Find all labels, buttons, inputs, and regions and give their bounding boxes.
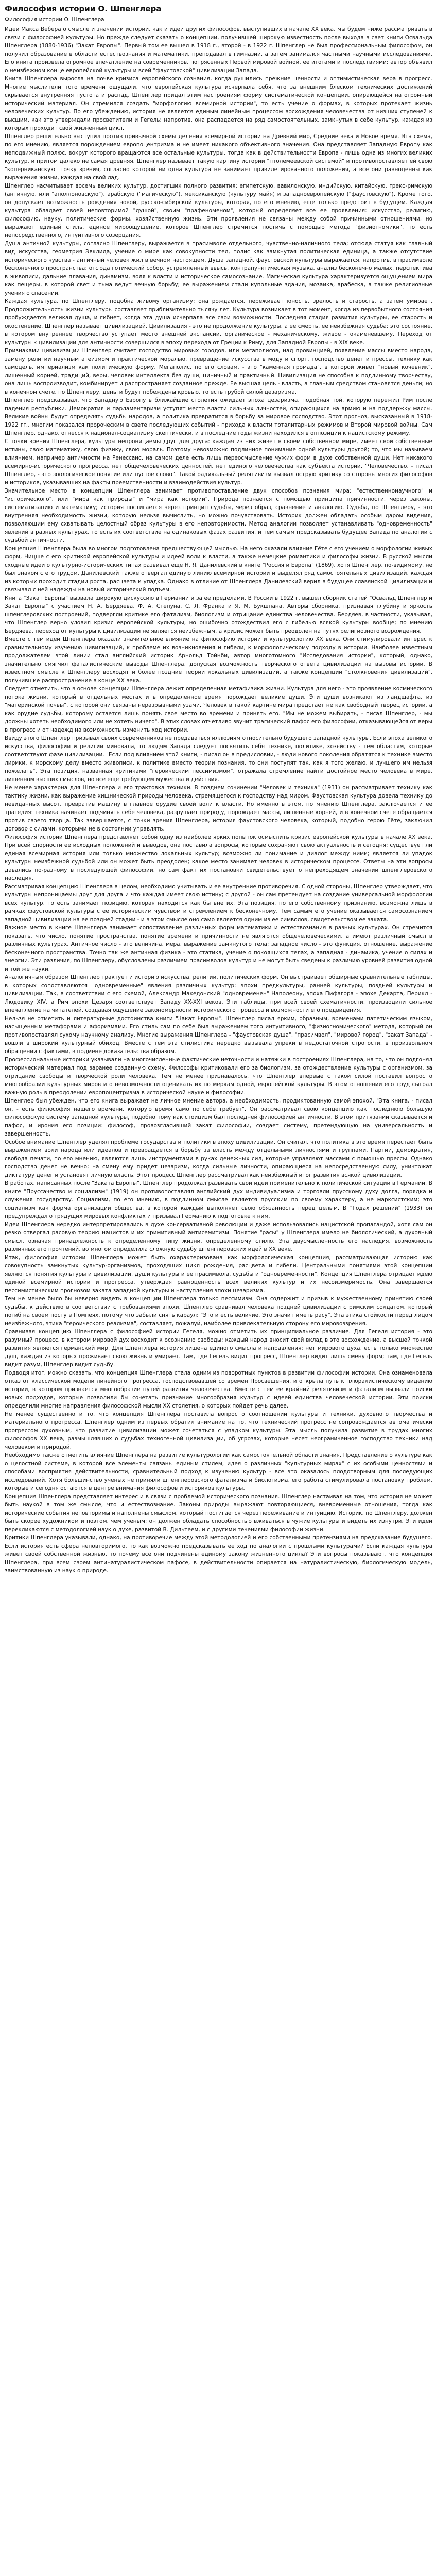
paragraph: Следует отметить, что в основе концепции Шпенглера лежит определенная метафизика жизни. Культура для него - это проявление космического потока жизни, который в отдельных местах и в определенное время порождает великие души. Эти души возникают из ландшафта, из "материнской почвы", с которой они связаны неразрывными узами. Человек в такой картине мира предстает не как свободный творец истории, а как орудие судьбы, которому остается лишь понять свое место во времени и принять его. "Мы не можем выбирать, - писал Шпенглер, - мы должны хотеть необходимого или не хотеть ничего". В этих словах отчетливо звучит трагический пафос его философии, отказывающейся от веры в прогресс и от надежд на возможность изменить ход истории.	[5, 686, 432, 733]
paragraph: Необходимо также отметить влияние Шпенглера на развитие культурологии как самостоятельной области знания. Представление о культуре как о целостной системе, в которой все элементы связаны единым стилем, идея о различных "культурных мирах" с их особыми ценностями и способами восприятия действительности, сравнительный подход к изучению культур - все это оказалось плодотворным для последующих исследований. Хотя большинство ученых не приняли шпенглеровского фатализма и биологизма, его работа стимулировала постановку проблем, которые и сегодня остаются в центре внимания философов и историков культуры.	[5, 1452, 432, 1492]
paragraph: Шпенглер предсказывал, что Западную Европу в ближайшие столетия ожидает эпоха цезаризма, подобная той, которую пережил Рим после падения республики. Демократия и парламентаризм уступят место власти сильных личностей, опирающихся на армию и на поддержку массы. Великие войны будут определять судьбы народов, а политика превратится в борьбу за мировое господство. Этот прогноз, высказанный в 1918-1922 гг., многим показался пророческим в свете последующих событий - прихода к власти тоталитарных режимов и Второй мировой войны. Сам Шпенглер, однако, отнесся к национал-социализму скептически, и в последние годы жизни находился в оппозиции к нацистскому режиму.	[5, 397, 432, 436]
paragraph: Ввиду этого Шпенглер призывал своих современников не предаваться иллюзиям относительно будущего западной культуры. Если эпоха великого искусства, философии и религии миновала, то людям Запада следует посвятить себя технике, политике, хозяйству - тем областям, которые соответствуют фазе цивилизации. "Если под влиянием этой книги, - писал он в предисловии, - люди нового поколения обратятся к технике вместо лирики, к морскому делу вместо живописи, к политике вместо теории познания, то они поступят так, как я того желаю, и лучшего им нельзя пожелать". Эта позиция, названная критиками "героическим пессимизмом", отражала стремление найти достойное место человека в мире, лишенном высших смыслов, но все еще требующем мужества и действия.	[5, 735, 432, 783]
paragraph: Шпенглер был убежден, что его книга выражает не личное мнение автора, а необходимость, продиктованную самой эпохой. "Эта книга, - писал он, - есть философия нашего времени, которую время само по себе требует". Он рассматривал свою концепцию как последнюю большую философскую систему западной культуры, подобно тому как стоицизм был последней философией античности. В этом притязании сказывается и пафос, и ирония его позиции: философ, провозгласивший закат философии, создает систему, претендующую на универсальность и завершенность.	[5, 1098, 432, 1137]
paragraph: Книга "Закат Европы" вызвала широкую дискуссию в Германии и за ее пределами. В России в 1922 г. вышел сборник статей "Освальд Шпенглер и Закат Европы" с участием Н. А. Бердяева, Ф. А. Степуна, С. Л. Франка и Я. М. Букшпана. Авторы сборника, признавая глубину и яркость шпенглеровских построений, подвергли критике его фатализм, биологизм и отрицание единства человечества. Бердяев, в частности, указывал, что Шпенглер верно уловил кризис европейской культуры, но ошибочно отождествил его с гибелью всякой культуры вообще; по мнению Бердяева, переход от культуры к цивилизации не является неизбежным, а кризис может быть преодолен на путях религиозного возрождения.	[5, 595, 432, 634]
paragraph: Концепция Шпенглера была во многом подготовлена предшествующей мыслью. На него оказали влияние Гёте с его учением о морфологии живых форм, Ницше с его критикой европейской культуры и идеей воли к власти, а также немецкие романтики и философы жизни. В русской мысли сходные идеи о культурно-исторических типах развивал еще Н. Я. Данилевский в книге "Россия и Европа" (1869), хотя Шпенглер, по-видимому, не был знаком с его трудом. Данилевский также отвергал единую линию всемирной истории и выделял ряд самостоятельных цивилизаций, каждая из которых проходит стадии роста, расцвета и упадка. Однако в отличие от Шпенглера Данилевский верил в будущее славянской цивилизации и связывал с ней надежды на новый исторический подъем.	[5, 546, 432, 593]
paragraph: Тем не менее было бы неверно видеть в концепции Шпенглера только пессимизм. Она содержит и призыв к мужественному принятию своей судьбы, к действию в соответствии с требованиями эпохи. Шпенглер сравнивал человека поздней цивилизации с римским солдатом, который погиб на своем посту в Помпеях, потому что забыли снять караул: "Это и есть величие. Это значит иметь расу". Эта этика стойкости перед лицом неизбежного, этика "героического реализма", составляет, пожалуй, наиболее привлекательную сторону его мировоззрения.	[5, 1296, 432, 1327]
paragraph: Не менее характерна для Шпенглера и его трактовка техники. В позднем сочинении "Человек и техника" (1931) он рассматривает технику как тактику жизни, как выражение хищнической природы человека, стремящегося к господству над миром. Фаустовская культура довела технику до невиданных высот, превратив машину в главное орудие своей воли к власти. Но именно в этом, по мнению Шпенглера, заключается и ее трагедия: техника начинает подчинять себе человека, разрушает природу, порождает массы, лишенные корней, и в конечном счете обращается против своего творца. Так завершается, с точки зрения Шпенглера, история фаустовского человека, который, подобно герою Гёте, заключил договор с силами, которыми не в состоянии управлять.	[5, 785, 432, 832]
paragraph: Сравнивая концепцию Шпенглера с философией истории Гегеля, можно отметить их принципиальное различие. Для Гегеля история - это разумный процесс, в котором мировой дух восходит к осознанию свободы; каждый народ вносит свой вклад в это восхождение, а высшей точкой развития является германский мир. Для Шпенглера история лишена единого смысла и направления; нет мирового духа, есть только множество душ, каждая из которых проживает свою жизнь и умирает. Там, где Гегель видит прогресс, Шпенглер видит лишь смену форм; там, где Гегель видит разум, Шпенглер видит судьбу.	[5, 1329, 432, 1368]
paragraph: Значительное место в концепции Шпенглера занимает противопоставление двух способов познания мира: "естественнонаучного" и "исторического", или "мира как природы" и "мира как истории". Природа познается с помощью принципа причинности, через законы, систематизацию и математику; история постигается через принцип судьбы, через образ, сравнение и аналогию. Судьба, по Шпенглеру, - это внутренняя необходимость жизни, которую нельзя вычислить, но можно почувствовать. Историк должен обладать особым даром видения, позволяющим ему схватывать целостный образ культуры в его неповторимости. Метод аналогии позволяет устанавливать "одновременность" явлений в разных культурах, то есть их соответствие на одинаковых фазах развития, и тем самым предсказывать будущее Запада по аналогии с судьбой античности.	[5, 488, 432, 544]
paragraph: Подводя итог, можно сказать, что концепция Шпенглера стала одним из поворотных пунктов в развитии философии истории. Она ознаменовала отказ от классической модели линейного прогресса, господствовавшей со времен Просвещения, и открыла путь к плюралистическому видению истории, в котором признается многообразие путей развития человечества. Вместе с тем ее крайний релятивизм и фатализм вызвали поиски новых подходов, которые позволили бы сочетать признание многообразия культур с идеей единства человеческой истории. Эти поиски определили многие направления философской мысли XX столетия, о которых пойдет речь далее.	[5, 1370, 432, 1409]
paragraph: Философия истории Шпенглера представляет собой одну из наиболее ярких попыток осмыслить кризис европейской культуры в начале XX века. При всей спорности ее исходных положений и выводов, она поставила вопросы, которые сохраняют свою актуальность и сегодня: существует ли единая всемирная история или только множество локальных культур; возможно ли понимание и диалог между ними; является ли упадок культуры неизбежной судьбой или он может быть преодолен; какое место занимает человек в историческом процессе. Ответы на эти вопросы давались по-разному в последующей философии, но сам факт их постановки свидетельствует о непреходящем значении шпенглеровского наследия.	[5, 834, 432, 882]
page-subtitle: Философия истории О. Шпенглера	[5, 16, 104, 23]
paragraph: С точки зрения Шпенглера, культуры непроницаемы друг для друга: каждая из них живет в своем собственном мире, имеет свои собственные истины, свою математику, свою физику, свою мораль. Поэтому невозможно подлинное понимание одной культуры другой; то, что мы называем влиянием, например античности на Ренессанс, на самом деле есть лишь переосмысление чужих форм в духе собственной души. Нет никакого всемирно-исторического прогресса, нет общечеловеческих ценностей, нет единого человечества как субъекта истории. "Человечество, - писал Шпенглер, - это зоологическое понятие или пустое слово". Такой радикальный релятивизм вызвал острую критику со стороны многих философов и историков, указывавших на факты преемственности и взаимодействия культур.	[5, 438, 432, 486]
paragraph: Критики Шпенглера указывали, однако, на противоречие между этой методологией и его собственными претензиями на предсказание будущего. Если история есть сфера неповторимого, то как возможно предсказывать ее ход по аналогии с прошлыми культурами? Если каждая культура живет своей собственной жизнью, то почему все они подчинены единому закону жизненного цикла? Эти вопросы показывают, что концепция Шпенглера, при всем своем антинатуралистическом пафосе, в действительности опирается на натуралистическую, биологическую модель, заимствованную из наук о природе.	[5, 1535, 432, 1574]
paragraph: Вместе с тем идеи Шпенглера оказали значительное влияние на философию истории и культурологию XX века. Они стимулировали интерес к сравнительному изучению цивилизаций, к проблеме их возникновения и гибели, к морфологическому подходу в истории. Наиболее известным продолжателем этой линии стал английский историк Арнольд Тойнби, автор многотомного "Исследования истории", который, однако, значительно смягчил фаталистические выводы Шпенглера, допуская возможность творческого ответа цивилизации на вызовы истории. В известном смысле к Шпенглеру восходят и более поздние теории локальных цивилизаций, а также концепции "столкновения цивилизаций", получившие распространение в конце XX века.	[5, 636, 432, 684]
paragraph: Нельзя не отметить и литературные достоинства книги "Закат Европы". Шпенглер писал ярким, образным, временами патетическим языком, насыщенным метафорами и афоризмами. Его стиль сам по себе был выражением того интуитивного, "физиогномического" метода, который он противопоставлял сухому научному анализу. Многие выражения Шпенглера - "фаустовская душа", "прасимвол", "мировой город", "закат Запада" - вошли в широкий культурный обиход. Вместе с тем эта стилистика нередко вызывала упреки в недостаточной строгости, в произвольном обращении с фактами, в подмене доказательства образом.	[5, 1015, 432, 1055]
paragraph: Книга Шпенглера выросла на почве кризиса европейского сознания, когда рушились прежние ценности и оптимистическая вера в прогресс. Многие мыслители того времени ощущали, что европейская культура исчерпала себя, что за внешним блеском технических достижений скрывается внутренняя пустота и распад. Шпенглер придал этим настроениям форму систематической концепции, опирающейся на огромный исторический материал. Он стремился создать "морфологию всемирной истории", то есть учение о формах, в которых протекает жизнь человеческих культур. По его убеждению, история не является единым линейным процессом восхождения человечества от низших ступеней к высшим, как это утверждали просветители и Гегель; напротив, она распадается на ряд самостоятельных, замкнутых в себе культур, каждая из которых проходит свой жизненный цикл.	[5, 76, 432, 131]
paragraph: В работах, написанных после "Заката Европы", Шпенглер продолжал развивать свои идеи применительно к политической ситуации в Германии. В книге "Пруссачество и социализм" (1919) он противопоставлял английский дух индивидуализма и торговли прусскому духу долга, порядка и служения государству. Социализм, по его мнению, в подлинном смысле является прусским по своему характеру, а не марксистским; это социализм как форма организации общества, в которой каждый выполняет свою обязанность перед целым. В "Годах решений" (1933) он предупреждал о грядущих мировых конфликтах и призывал Германию к подготовке к ним.	[5, 1180, 432, 1219]
paragraph: Аналогичным образом Шпенглер трактует и историю искусства, религии, политических форм. Он выстраивает обширные сравнительные таблицы, в которых сопоставляются "одновременные" явления различных культур: эпохи предкультуры, ранней культуры, поздней культуры и цивилизации. Так, в соответствии с его схемой, Александр Македонский "одновременен" Наполеону, эпоха Пифагора - эпохе Декарта, Перикл - Людовику XIV, а Рим эпохи Цезаря соответствует Западу XX-XXI веков. Эти таблицы, при всей своей схематичности, производили сильное впечатление на читателей, создавая ощущение закономерности исторического процесса и возможности его предвидения.	[5, 974, 432, 1013]
paragraph: Шпенглер насчитывает восемь великих культур, достигших полного развития: египетскую, вавилонскую, индийскую, китайскую, греко-римскую (античную, или "аполлоновскую"), арабскую ("магическую"), мексиканскую (культуру майя) и западноевропейскую ("фаустовскую"). Кроме того, он допускает возможность рождения новой, русско-сибирской культуры, которая, по его мнению, еще только предстоит в будущем. Каждая культура обладает своей неповторимой "душой", своим "прафеноменом", который определяет все ее проявления: искусство, религию, философию, науку, политические формы, хозяйственную жизнь. Эти проявления не связаны между собой причинными отношениями, но выражают единый стиль, единое мироощущение, которое Шпенглер стремится постичь с помощью метода "физиогномики", то есть непосредственного, интуитивного созерцания.	[5, 183, 432, 239]
paragraph: Не менее существенно и то, что концепция Шпенглера поставила вопрос о соотношении культуры и техники, духовного творчества и материального прогресса. Шпенглер одним из первых обратил внимание на то, что технический прогресс не сопровождается автоматически прогрессом духовным, что развитие цивилизации может сочетаться с упадком культуры. Эта мысль получила развитие в трудах многих философов XX века, размышлявших о судьбах техногенной цивилизации, об угрозах, которые несет неограниченное господство техники над человеком и природой.	[5, 1411, 432, 1450]
article-body	[5, 25, 432, 1575]
paragraph: Рассматривая концепцию Шпенглера в целом, необходимо учитывать и ее внутренние противоречия. С одной стороны, Шпенглер утверждает, что культуры непроницаемы друг для друга и что каждая имеет свою истину; с другой - он сам претендует на создание универсальной морфологии всех культур, то есть занимает позицию, которая находится как бы вне их. Эта позиция, по его собственному признанию, возможна лишь в рамках фаустовской культуры с ее историческим чувством и стремлением к бесконечному. Тем самым его учение оказывается самосознанием западной цивилизации на ее поздней стадии - и в этом смысле оно само является одним из ее символов, свидетельством ее заката.	[5, 884, 432, 923]
paragraph: Итак, философия истории Шпенглера может быть охарактеризована как морфологическая концепция, рассматривающая историю как совокупность замкнутых культур-организмов, проходящих цикл рождения, расцвета и гибели. Центральными понятиями этой концепции являются понятия культуры и цивилизации, души культуры и ее прасимвола, судьбы и "одновременности". Концепция Шпенглера отрицает идею единой всемирной истории и прогресса, утверждая равноценность всех великих культур и их несоизмеримость. Она завершается пессимистическим прогнозом заката западной культуры и наступления эпохи цезаризма.	[5, 1255, 432, 1294]
paragraph: Концепция Шпенглера представляет интерес и в связи с проблемой исторического познания. Шпенглер настаивал на том, что история не может быть наукой в том же смысле, что и естествознание. Законы природы выражают повторяющиеся, вневременные отношения, тогда как исторические события неповторимы и наполнены смыслом, который постигается через переживание и интуицию. Историк, по Шпенглеру, должен быть скорее художником и поэтом, чем ученым; он должен обладать способностью вживаться в чужие культуры и видеть их изнутри. Эти идеи перекликаются с методологией наук о духе, развитой В. Дильтеем, и с другими течениями философии жизни.	[5, 1494, 432, 1533]
paragraph: Шпенглер решительно выступил против привычной схемы деления всемирной истории на Древний мир, Средние века и Новое время. Эта схема, по его мнению, является порождением европоцентризма и не имеет никакого объективного значения. Она представляет Западную Европу как неподвижный полюс, вокруг которого вращаются все остальные культуры, тогда как в действительности Европа - лишь одна из многих великих культур, и притом далеко не самая древняя. Шпенглер называет такую картину истории "птолемеевской системой" и противопоставляет ей свою "коперниканскую" точку зрения, согласно которой ни одна культура не занимает привилегированного положения, а все они равноценны как выражения жизни, каждая на свой лад.	[5, 133, 432, 181]
paragraph: Каждая культура, по Шпенглеру, подобна живому организму: она рождается, переживает юность, зрелость и старость, а затем умирает. Продолжительность жизни культуры составляет приблизительно тысячу лет. Культура возникает в тот момент, когда из первобытного состояния пробуждается великая душа, и гибнет, когда эта душа исчерпала все свои возможности. Последняя стадия развития культуры, ее старость и окостенение, Шпенглер называет цивилизацией. Цивилизация - это не продолжение культуры, а ее смерть, ее неизбежная судьба; это состояние, в котором внутреннее творчество уступает место внешней экспансии, органическое - механическому, живое - окаменевшему. Переход от культуры к цивилизации для античности совершился в эпоху перехода от Греции к Риму, для Западной Европы - в XIX веке.	[5, 298, 432, 346]
paragraph: Идеи Шпенглера нередко интерпретировались в духе консервативной революции и даже использовались нацистской пропагандой, хотя сам он резко отвергал расовую теорию нацистов и их примитивный антисемитизм. Понятие "расы" у Шпенглера имело не биологический, а духовный смысл, означая принадлежность к определенному типу жизни, определенному стилю. Эта двусмысленность его наследия, возможность различных его прочтений, во многом определила сложную судьбу шпенглеровских идей в XX веке.	[5, 1222, 432, 1252]
paragraph: Душа античной культуры, согласно Шпенглеру, выражается в прасимволе отдельного, чувственно-наличного тела; отсюда статуя как главный вид искусства, геометрия Эвклида, учение о мире как совокупности тел, полис как замкнутая политическая единица, а также отсутствие исторического чувства - античный человек жил в вечном настоящем. Душа западной, фаустовской культуры выражается, напротив, в прасимволе бесконечного пространства; отсюда готический собор, устремленный ввысь, контрапунктическая музыка, анализ бесконечно малых, перспектива в живописи, дальние плавания, динамизм, воля к власти и историческое самосознание. Магическая культура характеризуется ощущением мира как пещеры, в которой свет и тьма ведут вечную борьбу; ее выражением стали купольные здания, мозаика, арабеска, а также религиозные учения о спасении.	[5, 241, 432, 296]
page-title: Философия истории О. Шпенглера	[5, 4, 162, 13]
paragraph: Важное место в книге Шпенглера занимает сопоставление различных форм математики и естествознания в разных культурах. Он стремится показать, что число, понятие пространства, понятие времени и причинности не являются общечеловеческими, а имеют различный смысл в различных культурах. Античное число - это величина, мера, выражение замкнутого тела; западное число - это функция, отношение, выражение бесконечного пространства. Точно так же античная физика - это статика, учение о покоящихся телах, а западная - динамика, учение о силах и энергии. Эти различия, по Шпенглеру, обусловлены различием прасимволов культур и не могут быть сведены к различию уровней развития одной и той же науки.	[5, 925, 432, 972]
paragraph: Признаками цивилизации Шпенглер считает господство мировых городов, или мегаполисов, над провинцией, появление массы вместо народа, замену религии научным атеизмом и практической моралью, превращение искусства в моду и спорт, господство денег и прессы, технику как самоцель, империализм как политическую форму. Мегаполис, по его словам, - это "каменная громада", в которой живет "новый кочевник", лишенный корней, традиций, веры, человек интеллекта без души, циничный и практичный. Цивилизация не способна к подлинному творчеству, она лишь воспроизводит, комбинирует и распространяет созданное прежде. Ее высшая цель - власть, а главным средством становятся деньги; но в конечном счете, по Шпенглеру, деньги будут побеждены кровью, то есть грубой силой цезаризма.	[5, 348, 432, 395]
paragraph: Особое внимание Шпенглер уделял проблеме государства и политики в эпоху цивилизации. Он считал, что политика в это время перестает быть выражением воли народа или идеалов и превращается в борьбу за власть между отдельными личностями и группами. Партии, демократия, свобода печати, по его мнению, являются лишь инструментами в руках денежных сил, которые управляют массами с помощью прессы. Однако господство денег не вечно; на смену ему придет цезаризм, когда сильные личности, опирающиеся на непосредственную силу, уничтожат диктатуру денег и установят личную власть. Этот процесс Шпенглер рассматривал как неизбежный итог развития всякой цивилизации.	[5, 1139, 432, 1178]
paragraph: Профессиональные историки указывали на многочисленные фактические неточности и натяжки в построениях Шпенглера, на то, что он подгонял исторический материал под заранее созданную схему. Философы критиковали его за биологизм, за отождествление культуры с организмом, за отрицание свободы и творческой роли человека. Тем не менее признавалось, что Шпенглер впервые с такой силой поставил вопрос о многообразии культурных миров и о невозможности оценивать их по меркам одной, европейской культуры. В этом отношении его труд сыграл важную роль в преодолении европоцентризма в исторической науке и философии.	[5, 1057, 432, 1096]
paragraph: Идеи Макса Вебера о смысле и значении истории, как и идеи других философов, выступивших в начале XX века, мы будем ниже рассматривать в связи с философией культуры. Но прежде следует сказать о концепции, получившей широкую известность после выхода в свет книги Освальда Шпенглера (1880-1936) "Закат Европы". Первый том ее вышел в 1918 г., второй - в 1922 г. Шпенглер не был профессиональным философом, он получил образование в области естествознания и математики, преподавал в гимназии, а затем занимался частными научными исследованиями. Его книга произвела огромное впечатление на современников, потрясенных Первой мировой войной, ее итогами и последствиями: автор объявил о неизбежном конце европейской культуры и всей "фаустовской" цивилизации Запада.	[5, 26, 432, 74]
